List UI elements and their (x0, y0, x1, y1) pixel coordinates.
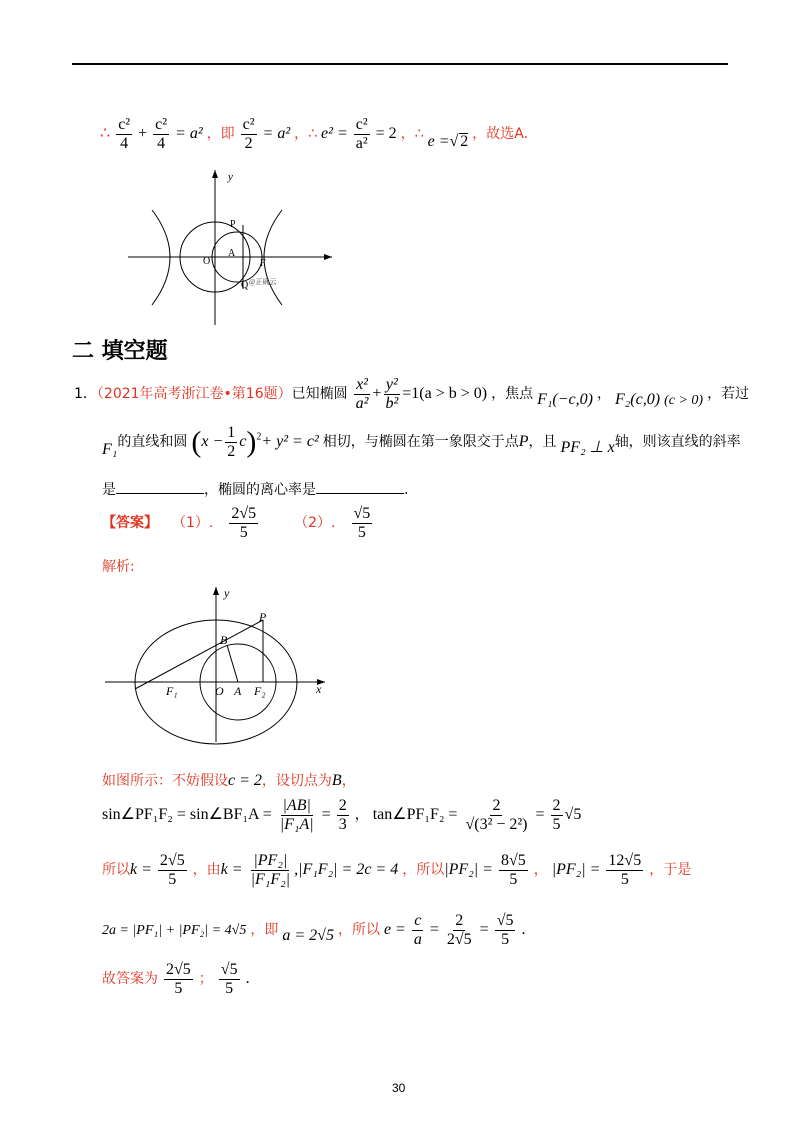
fig1-f-label: F (260, 258, 266, 269)
solution-line-3: 所以k = $\frac{2√5}{5}$ ，由k = $\frac{\text{|PF₂|}}{\text{|F₁F₂|}}$ ,|F₁F₂| = 2c = 4 ，所以|PF₂| = $\frac{8√5}{5}$ ， |PF₂| = $\frac{12√5}{5}$ ，于是 (102, 852, 692, 888)
fig2-f2-label: F₂ (254, 684, 266, 698)
fig2-o-label: O (215, 684, 224, 698)
fig2-b-label: B (220, 633, 228, 647)
fig2-p-label: P (259, 610, 267, 624)
header-rule (72, 63, 728, 65)
solution-line-2: sin∠PF₁F₂ = sin∠BF₁A = $\frac{|AB|}{\text{|F₁A|}}$ = $\frac{2}{3}$ ， tan∠PF₁F₂ = $\frac{2}{\text{√(3² − 2²)}}$ = $\frac{2}{5}$ √5 (102, 797, 582, 833)
ellipse-figure (100, 582, 340, 747)
problem-number: 1． (74, 386, 97, 403)
solution-line-5: 故答案为 $\frac{2√5}{5}$ ； $\frac{√5}{5}$ . (102, 961, 250, 997)
problem-source: （2021年高考浙江卷•第16题） (96, 386, 292, 403)
answer-blank-1 (116, 479, 204, 494)
fig1-o-label: O (203, 256, 211, 267)
section-heading: 二 填空题 (72, 339, 168, 364)
solution-line-4: 2a = |PF₁| + |PF₂| = 4√5 ，即 a = 2√5 ，所以 e = $\frac{c}{a}$ = $\frac{2}{2√5}$ = $\frac{√5}{5}$ . (102, 912, 526, 948)
problem-line-1: 1．（2021年高考浙江卷•第16题）已知椭圆 $\frac{\text{x²}}{\text{a²}}$ + $\frac{\text{y²}}{\text{b²}}$ =1(a > b > 0) ，焦点 F₁(−c,0) ， F₂(c,0) (c > 0) ，若过 (74, 376, 750, 412)
hyperbola-figure (120, 165, 340, 330)
answer-label: 【答案】 (102, 515, 158, 532)
therefore-symbol: ∴ (100, 125, 111, 143)
page-number: 30 (392, 1081, 406, 1095)
top-equation-line: ∴ $\frac{\text{c²}}{4}$ + $\frac{\text{c²}}{4}$ = a² ，即 $\frac{\text{c²}}{2}$ = a² ，∴ e² = $\frac{\text{c²}}{\text{a²}}$ = 2 ，∴ e =√ 2 ，故选A. (100, 116, 529, 152)
fig2-f1-label: F₁ (166, 684, 178, 698)
problem-line-2: F₁的直线和圆 (x − $\frac{1}{2}$ c)$^2$+ y² = c² 相切，与椭圆在第一象限交于点P，且 PF₂ ⊥ x轴，则该直线的斜率 (102, 424, 741, 460)
problem-line-3: 是 ，椭圆的离心率是 . (102, 479, 408, 499)
fig1-a-label: A (228, 248, 236, 259)
fig1-watermark: @正确云 (249, 278, 277, 286)
fig1-p-label: P (230, 219, 236, 230)
analysis-label: 解析: (102, 559, 135, 575)
answer-line: 【答案】 （1）. $\frac{2√5}{5}$ （2）. $\frac{√5}{5}$ (102, 505, 371, 541)
fig2-a-label: A (234, 684, 242, 698)
fig2-y-label: y (224, 586, 230, 600)
solution-line-1: 如图所示：不妨假设c = 2，设切点为B， (102, 772, 356, 789)
fig1-y-label: y (228, 171, 233, 183)
fig2-x-label: x (316, 682, 322, 696)
answer-blank-2 (316, 479, 404, 494)
fig1-q-label: Q (241, 280, 249, 291)
